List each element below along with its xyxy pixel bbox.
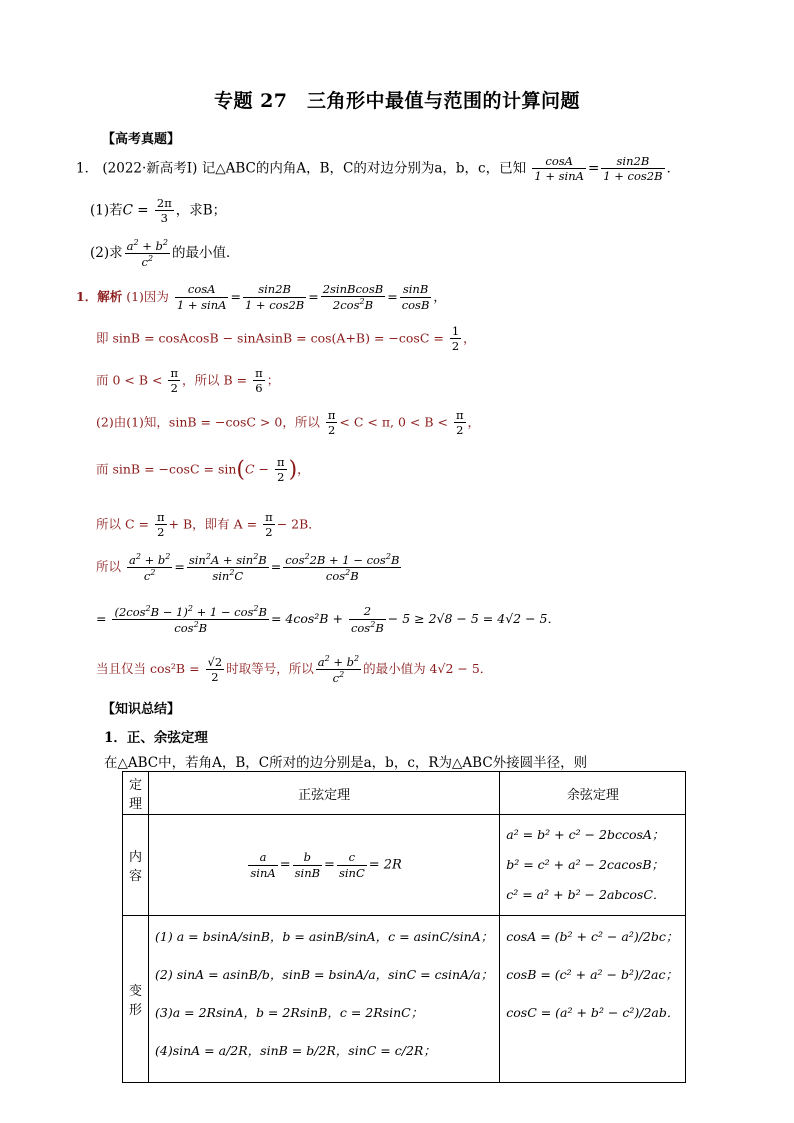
solution-line-5: 而 sinB = −cosC = sin(C − $\frac{\pi}{2}$ )， [96, 455, 310, 485]
row-label-variant: 变形 [123, 916, 149, 1083]
table-row-content [123, 815, 686, 916]
knowledge-intro: 在△ABC中，若角A，B，C所对的边分别是a，b，c，R为△ABC外接圆半径，则 [104, 755, 588, 771]
problem-part-1: (1)若C = $\frac{2\pi}{3}$ ，求B； [90, 196, 227, 226]
header-sine-law: 正弦定理 [149, 772, 500, 815]
header-theorem: 定理 [123, 772, 149, 815]
problem-stem: 1． (2022·新高考Ⅰ) 记△ABC的内角A，B，C的对边分别为a，b，c，已知 $\frac{\cos A}{1 + \sin A}$ = $\frac{\sin 2B}{1 + \cos 2B}$ ． [76, 154, 681, 184]
problem-source: (2022·新高考Ⅰ) [102, 160, 198, 177]
row-label-content: 内容 [123, 815, 149, 916]
cosine-law-variants: cosA = (b² + c² − a²)/2bc； cosB = (c² + a² − b²)/2ac； cosC = (a² + b² − c²)/2ab． [500, 916, 686, 1083]
problem-text: 记△ABC的内角A，B，C的对边分别为a，b，c，已知 [201, 160, 527, 177]
solution-line-7: 所以 $\frac{a^2 + b^2}{c^2}$ = $\frac{\sin^2A + \sin^2B}{\sin^2C}$ = $\frac{\cos^22B + 1 - \cos^2B}{\cos^2B}$ [96, 552, 400, 584]
section-tag-real-exam: 【高考真题】 [102, 132, 181, 147]
solution-line-2: 即 sinB = cosAcosB − sinAsinB = cos(A+B) = −cosC = $\frac{1}{2}$ ， [96, 324, 476, 354]
knowledge-subheading: 1．正、余弦定理 [104, 730, 208, 746]
given-fraction-left: $\frac{\cos A}{1 + \sin A}$ [534, 154, 584, 184]
table-row-variant [123, 916, 686, 1083]
given-fraction-right: $\frac{\sin 2B}{1 + \cos 2B}$ [603, 154, 663, 184]
solution-line-8: = $\frac{(2\cos^2B - 1)^2 + 1 - \cos^2B}{\cos^2B}$ = 4cos²B + $\frac{2}{\cos^2B}$ − 5 ≥ 2√8 − 5 = 4√2 − 5． [96, 604, 560, 636]
page-title: 专题 27 三角形中最值与范围的计算问题 [213, 90, 581, 112]
problem-number: 1． [76, 160, 99, 177]
header-cosine-law: 余弦定理 [500, 772, 686, 815]
solution-line-3: 而 0 < B < $\frac{\pi}{2}$ ，所以 B = $\frac{\pi}{6}$ ； [96, 366, 280, 396]
solution-line-9: 当且仅当 cos²B = $\frac{√2}{2}$ 时取等号，所以 $\frac{a^2 + b^2}{c^2}$ 的最小值为 4√2 − 5． [96, 654, 493, 686]
cosine-law-content: a² = b² + c² − 2bccosA； b² = c² + a² − 2cacosB； c² = a² + b² − 2abcosC． [500, 815, 686, 916]
problem-part-2: (2)求 $\frac{a^2 + b^2}{c^2}$ 的最小值． [90, 238, 240, 270]
sine-law-variants: (1) a = bsinA/sinB，b = asinB/sinA，c = asinC/sinA； (2) sinA = asinB/b，sinB = bsinA/a，sinC = csinA/a； (3)a = 2RsinA，b = 2RsinB，c = 2RsinC； (4)sinA = a/2R，sinB = b/2R，sinC = c/2R； [149, 916, 500, 1083]
solution-label: 1．解析 [76, 288, 123, 304]
theorem-table [122, 771, 686, 1083]
solution-line-6: 所以 C = $\frac{\pi}{2}$ + B，即有 A = $\frac{\pi}{2}$ − 2B． [96, 510, 321, 540]
section-tag-knowledge: 【知识总结】 [102, 702, 181, 717]
table-header-row [123, 772, 686, 815]
solution-line-1: 1．解析 (1)因为 $\frac{\cos A}{1 + \sin A}$ = $\frac{\sin 2B}{1 + \cos 2B}$ = $\frac{\text{2sinBcosB}}{2\cos^2B}$ = $\frac{\sin B}{\cos B}$ ， [76, 282, 446, 313]
sine-law-content: $\frac{a}{\sin A}$ = $\frac{b}{\sin B}$ = $\frac{c}{\sin C}$ = 2R [149, 815, 500, 916]
solution-line-4: (2)由(1)知，sinB = −cosC > 0，所以 $\frac{\pi}{2}$ < C < π, 0 < B < $\frac{\pi}{2}$ ， [96, 408, 481, 438]
